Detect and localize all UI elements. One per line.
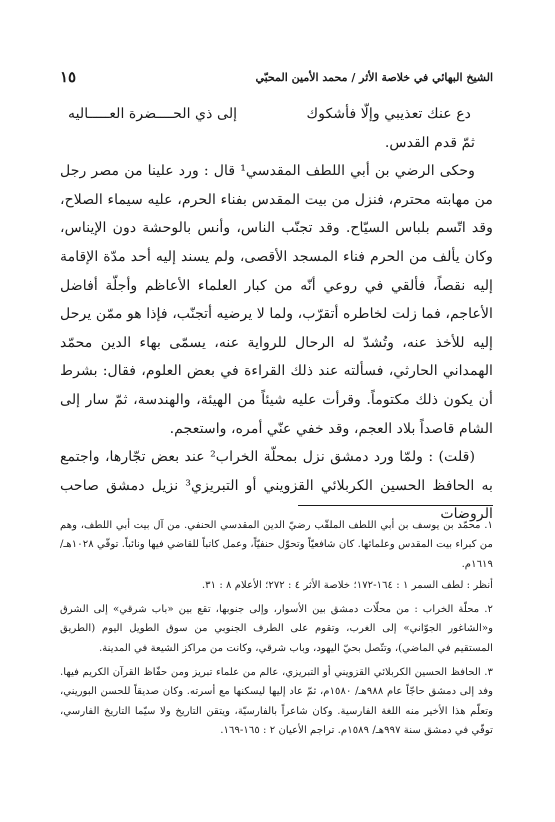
footnote-3: ٣. الحافظ الحسين الكربلائي القزويني أو التبريزي، عالم من علماء تبريز ومن حفّاظ القرآن الكريم فيها. وفد إلى دمشق حاجّاً عام ٩٨٨هـ/ ١٥٨٠م، ثمّ عاد إليها ليسكنها مع أسرته. وكان صديقاً للحسن البوريني، وتعلّم هذا الأخير منه اللغة الفارسية. وكان شاعراً بالفارسيّة، ويتقن التاريخ ولا سيّما التاريخ الفارسي، توفّي في دمشق سنة ٩٩٧هـ/ ١٥٨٩م. تراجم الأعيان ٢ : ١٦٥-١٦٩. (60, 667, 493, 736)
verse-second-hemistich: إلى ذي الحــــضرة العـــــاليه (68, 106, 238, 122)
footnote-1: ١. محمّد بن يوسف بن أبي اللطف الملقّب رضيّ الدين المقدسي الحنفي. من آل بيت أبي اللطف، وهم من كبراء بيت المقدس وعلمائها. كان شافعيّاً وتحوّل حنفيّاً، وعمل كاتباً للقاضي فيها ونائباً. توفّي ١٠٢٨هـ/ ١٦١٩م. (60, 520, 493, 570)
poem-verse (60, 100, 493, 129)
footnote-2: ٢. محلّة الخراب : من محلّات دمشق بين الأسوار، وإلى جنوبها، تقع بين «باب شرقي» إلى الشرق و«الشاغور الجوّاني» إلى الغرب، وتقوم على الطرف الجنوبي من سوق الطويل اليوم (الطريق المستقيم في الماضي)، وتتّصل بحيّ اليهود، وباب شرقي، وكانت من مراكز الشيعة في المدينة. (60, 604, 493, 654)
verse-first-hemistich: دع عنك تعذيبي وإلّا فأشكوك (306, 106, 471, 122)
paragraph-note: (قلت) : ولمّا ورد دمشق نزل بمحلّة الخراب² عند بعض تجّارها، واجتمع به الحافظ الحسين الكربلائي القزويني أو التبريزي³ نزيل دمشق صاحب الروضات (60, 449, 493, 523)
page-number: ١٥ (60, 68, 77, 86)
page-header (60, 68, 493, 86)
paragraph-narration: وحكى الرضي بن أبي اللطف المقدسي¹ قال : ورد علينا من مصر رجل من مهابته محترم، فنزل من بيت المقدس بفناء الحرم، عليه سيماء الصلاح، وقد اتّسم بلباس السيّاح. وقد تجنّب الناس، وأنس بالوحشة دون الإيناس، وكان يألف من الحرم فناء المسجد الأقصى، ولم يسند إليه أحد مدّة الإقامة إليه نقصاً، فألقي في روعي أنّه من كبار العلماء الأعاظم وأجلّة أفاضل الأعاجم، فما زلت لخاطره أتقرّب، ولما لا يرضيه أتجنّب، فإذا هو ممّن يرحل إليه للأخذ عنه، وتُشدّ له الرحال للرواية عنه، يسمّى بهاء الدين محمّد الهمداني الحارثي، فسألته عند ذلك القراءة في بعض العلوم، فقال: بشرط أن يكون ذلك مكتوماً. وقرأت عليه شيئاً من الهيئة، والهندسة، ثمّ سار إلى الشام قاصداً بلاد العجم، وقد خفي عنّي أمره، واستعجم. (60, 163, 493, 437)
footnotes (60, 516, 493, 745)
running-title: الشيخ البهائي في خلاصة الأثر / محمد الأمين المحبّي (255, 70, 493, 84)
paragraph-arrival: ثمّ قدم القدس. (384, 134, 475, 151)
footnote-1-sources: أنظر : لطف السمر ١ : ١٦٤-١٧٢؛ خلاصة الأثر ٤ : ٢٧٢؛ الأعلام ٨ : ٣١. (201, 579, 493, 591)
footnote-divider (298, 505, 493, 506)
main-text (60, 100, 493, 529)
